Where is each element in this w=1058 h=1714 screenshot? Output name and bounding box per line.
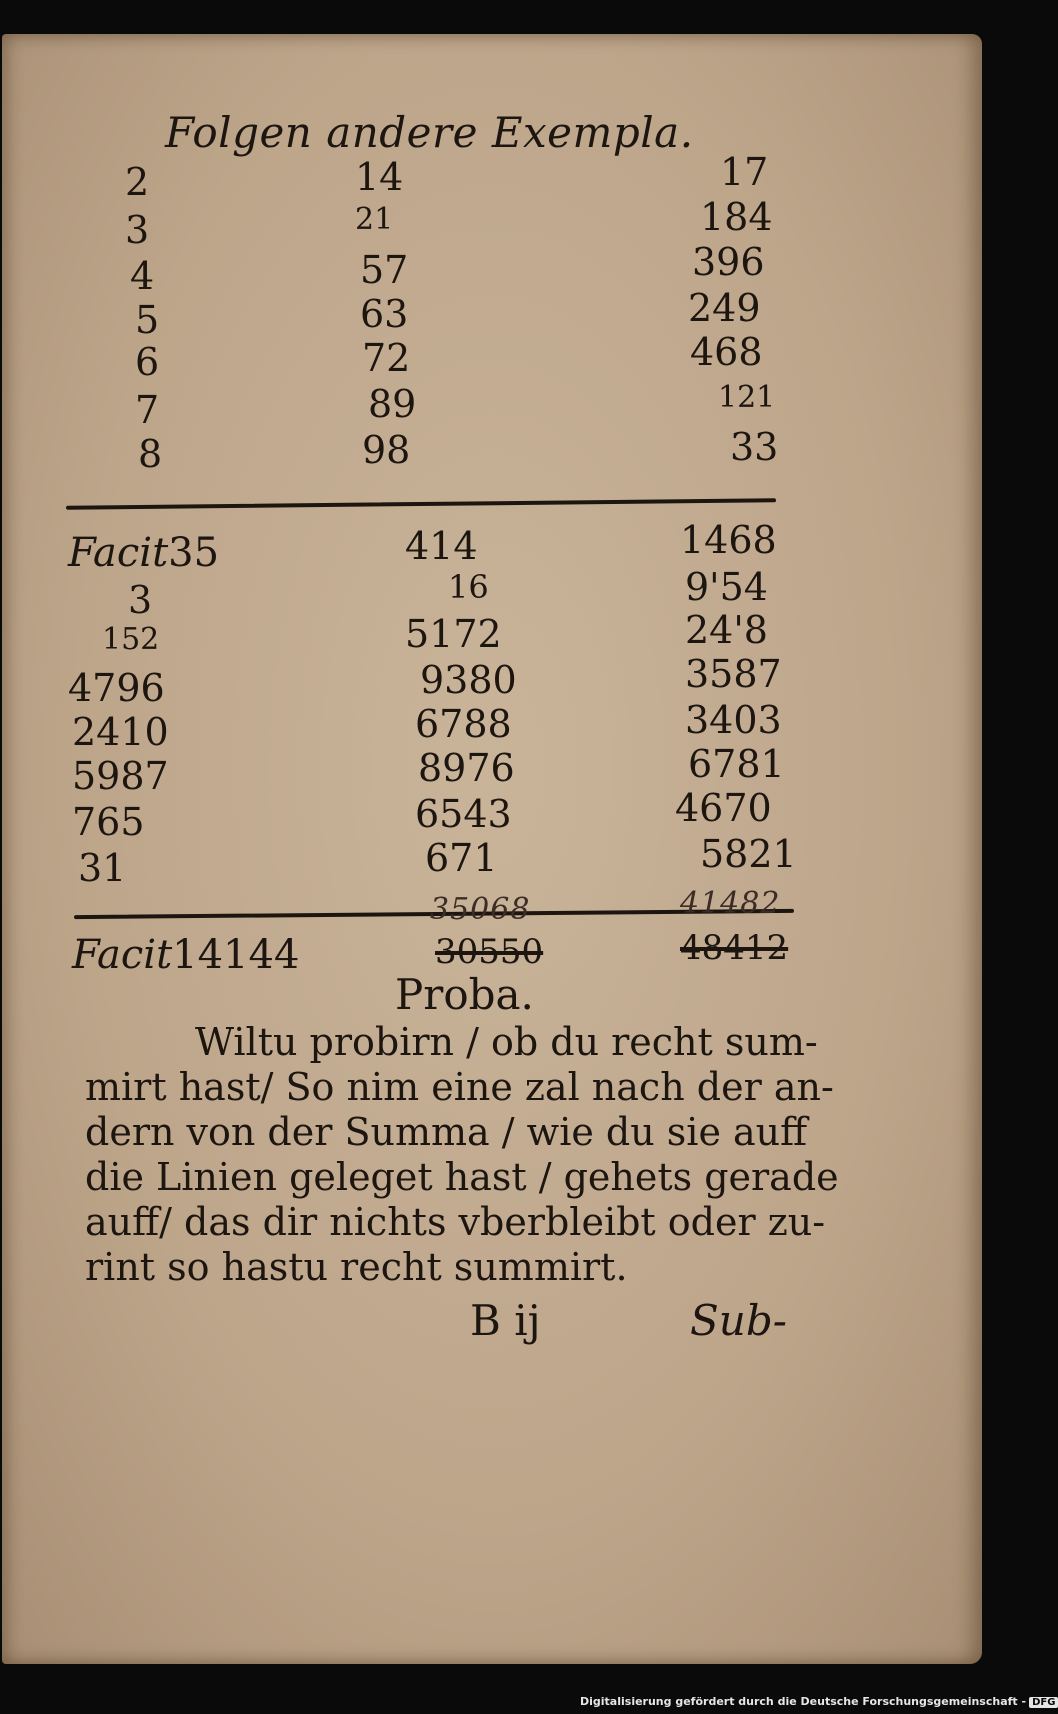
table2-r2-c2: 24'8 bbox=[685, 608, 768, 652]
table1-r0-c2: 17 bbox=[720, 150, 769, 194]
facit-total-second-struck: 30550 bbox=[435, 932, 544, 972]
table2-r5-c1: 8976 bbox=[418, 746, 515, 790]
table2-r0-c2: 1468 bbox=[680, 518, 777, 562]
table1-r4-c0: 6 bbox=[135, 340, 160, 384]
table2-r1-c0: 3 bbox=[128, 578, 153, 622]
table2-r0-c0: 35 bbox=[168, 530, 220, 576]
table2-r6-c0: 765 bbox=[72, 800, 145, 844]
table2-r7-c0: 31 bbox=[78, 846, 127, 890]
table2-r5-c0: 5987 bbox=[72, 754, 169, 798]
table2-r0-c1: 414 bbox=[405, 524, 478, 568]
proba-paragraph bbox=[85, 1020, 839, 1290]
table2-r5-c2: 6781 bbox=[688, 742, 785, 786]
page-heading: Folgen andere Exempla. bbox=[165, 108, 694, 157]
table2-r2-c1: 5172 bbox=[405, 612, 502, 656]
proba-line-4: die Linien geleget hast / gehets gerade bbox=[85, 1155, 839, 1199]
footer-text: Digitalisierung gefördert durch die Deutsche Forschungsgemeinschaft - bbox=[580, 1695, 1027, 1708]
table2-r6-c2: 4670 bbox=[675, 786, 772, 830]
dfg-logo: DFG bbox=[1029, 1697, 1058, 1708]
table1-r5-c0: 7 bbox=[135, 388, 160, 432]
facit-total-first: 14144 bbox=[172, 932, 300, 978]
proba-line-3: dern von der Summa / wie du sie auff bbox=[85, 1110, 808, 1154]
table2-r6-c1: 6543 bbox=[415, 792, 512, 836]
table2-r3-c1: 9380 bbox=[420, 658, 517, 702]
table1-r6-c2: 33 bbox=[730, 425, 779, 469]
table1-r2-c2: 396 bbox=[692, 240, 765, 284]
table2-r1-c2: 9'54 bbox=[685, 565, 768, 609]
proba-line-1: Wiltu probirn / ob du recht sum- bbox=[195, 1020, 818, 1064]
table2-r4-c1: 6788 bbox=[415, 702, 512, 746]
proba-line-6: rint so hastu recht summirt. bbox=[85, 1245, 628, 1289]
table1-r0-c1: 14 bbox=[355, 155, 404, 199]
table2-r7-c1: 671 bbox=[425, 836, 498, 880]
table2-r4-c0: 2410 bbox=[72, 710, 169, 754]
handwritten-correction-2: 35068 bbox=[430, 892, 531, 927]
facit-total-third-struck: 48412 bbox=[680, 928, 789, 968]
table2-facit-label bbox=[68, 530, 219, 576]
table1-r4-c1: 72 bbox=[362, 336, 411, 380]
facit-total-label: Facit bbox=[72, 932, 173, 978]
table2-r7-c2: 5821 bbox=[700, 832, 797, 876]
table2-r3-c0: 4796 bbox=[68, 666, 165, 710]
table1-r3-c2: 249 bbox=[688, 286, 761, 330]
table1-r3-c0: 5 bbox=[135, 298, 160, 342]
facit-label: Facit bbox=[68, 530, 169, 576]
table1-r2-c0: 4 bbox=[130, 254, 155, 298]
handwritten-correction-3: 41482 bbox=[680, 886, 781, 921]
facit-total bbox=[72, 932, 299, 978]
table1-r3-c1: 63 bbox=[360, 292, 409, 336]
footer-credit bbox=[580, 1695, 1058, 1708]
table1-r6-c0: 8 bbox=[138, 432, 163, 476]
table1-r1-c2: 184 bbox=[700, 195, 773, 239]
proba-line-5: auff/ das dir nichts vberbleibt oder zu- bbox=[85, 1200, 826, 1244]
table1-r5-c2: 121 bbox=[718, 380, 776, 415]
table1-r1-c1: 21 bbox=[355, 202, 394, 237]
table2-r3-c2: 3587 bbox=[685, 652, 782, 696]
proba-line-2: mirt hast/ So nim eine zal nach der an- bbox=[85, 1065, 834, 1109]
table1-r6-c1: 98 bbox=[362, 428, 411, 472]
catchword: Sub- bbox=[690, 1296, 787, 1345]
table1-r2-c1: 57 bbox=[360, 248, 409, 292]
table2-r1-c1: 16 bbox=[448, 568, 489, 606]
table1-r5-c1: 89 bbox=[368, 382, 417, 426]
table2-r4-c2: 3403 bbox=[685, 698, 782, 742]
proba-title: Proba. bbox=[395, 970, 534, 1019]
table1-r4-c2: 468 bbox=[690, 330, 763, 374]
signature-mark: B ij bbox=[470, 1296, 541, 1345]
table1-r1-c0: 3 bbox=[125, 208, 150, 252]
table1-r0-c0: 2 bbox=[125, 160, 150, 204]
table2-r2-c0: 152 bbox=[102, 622, 160, 657]
